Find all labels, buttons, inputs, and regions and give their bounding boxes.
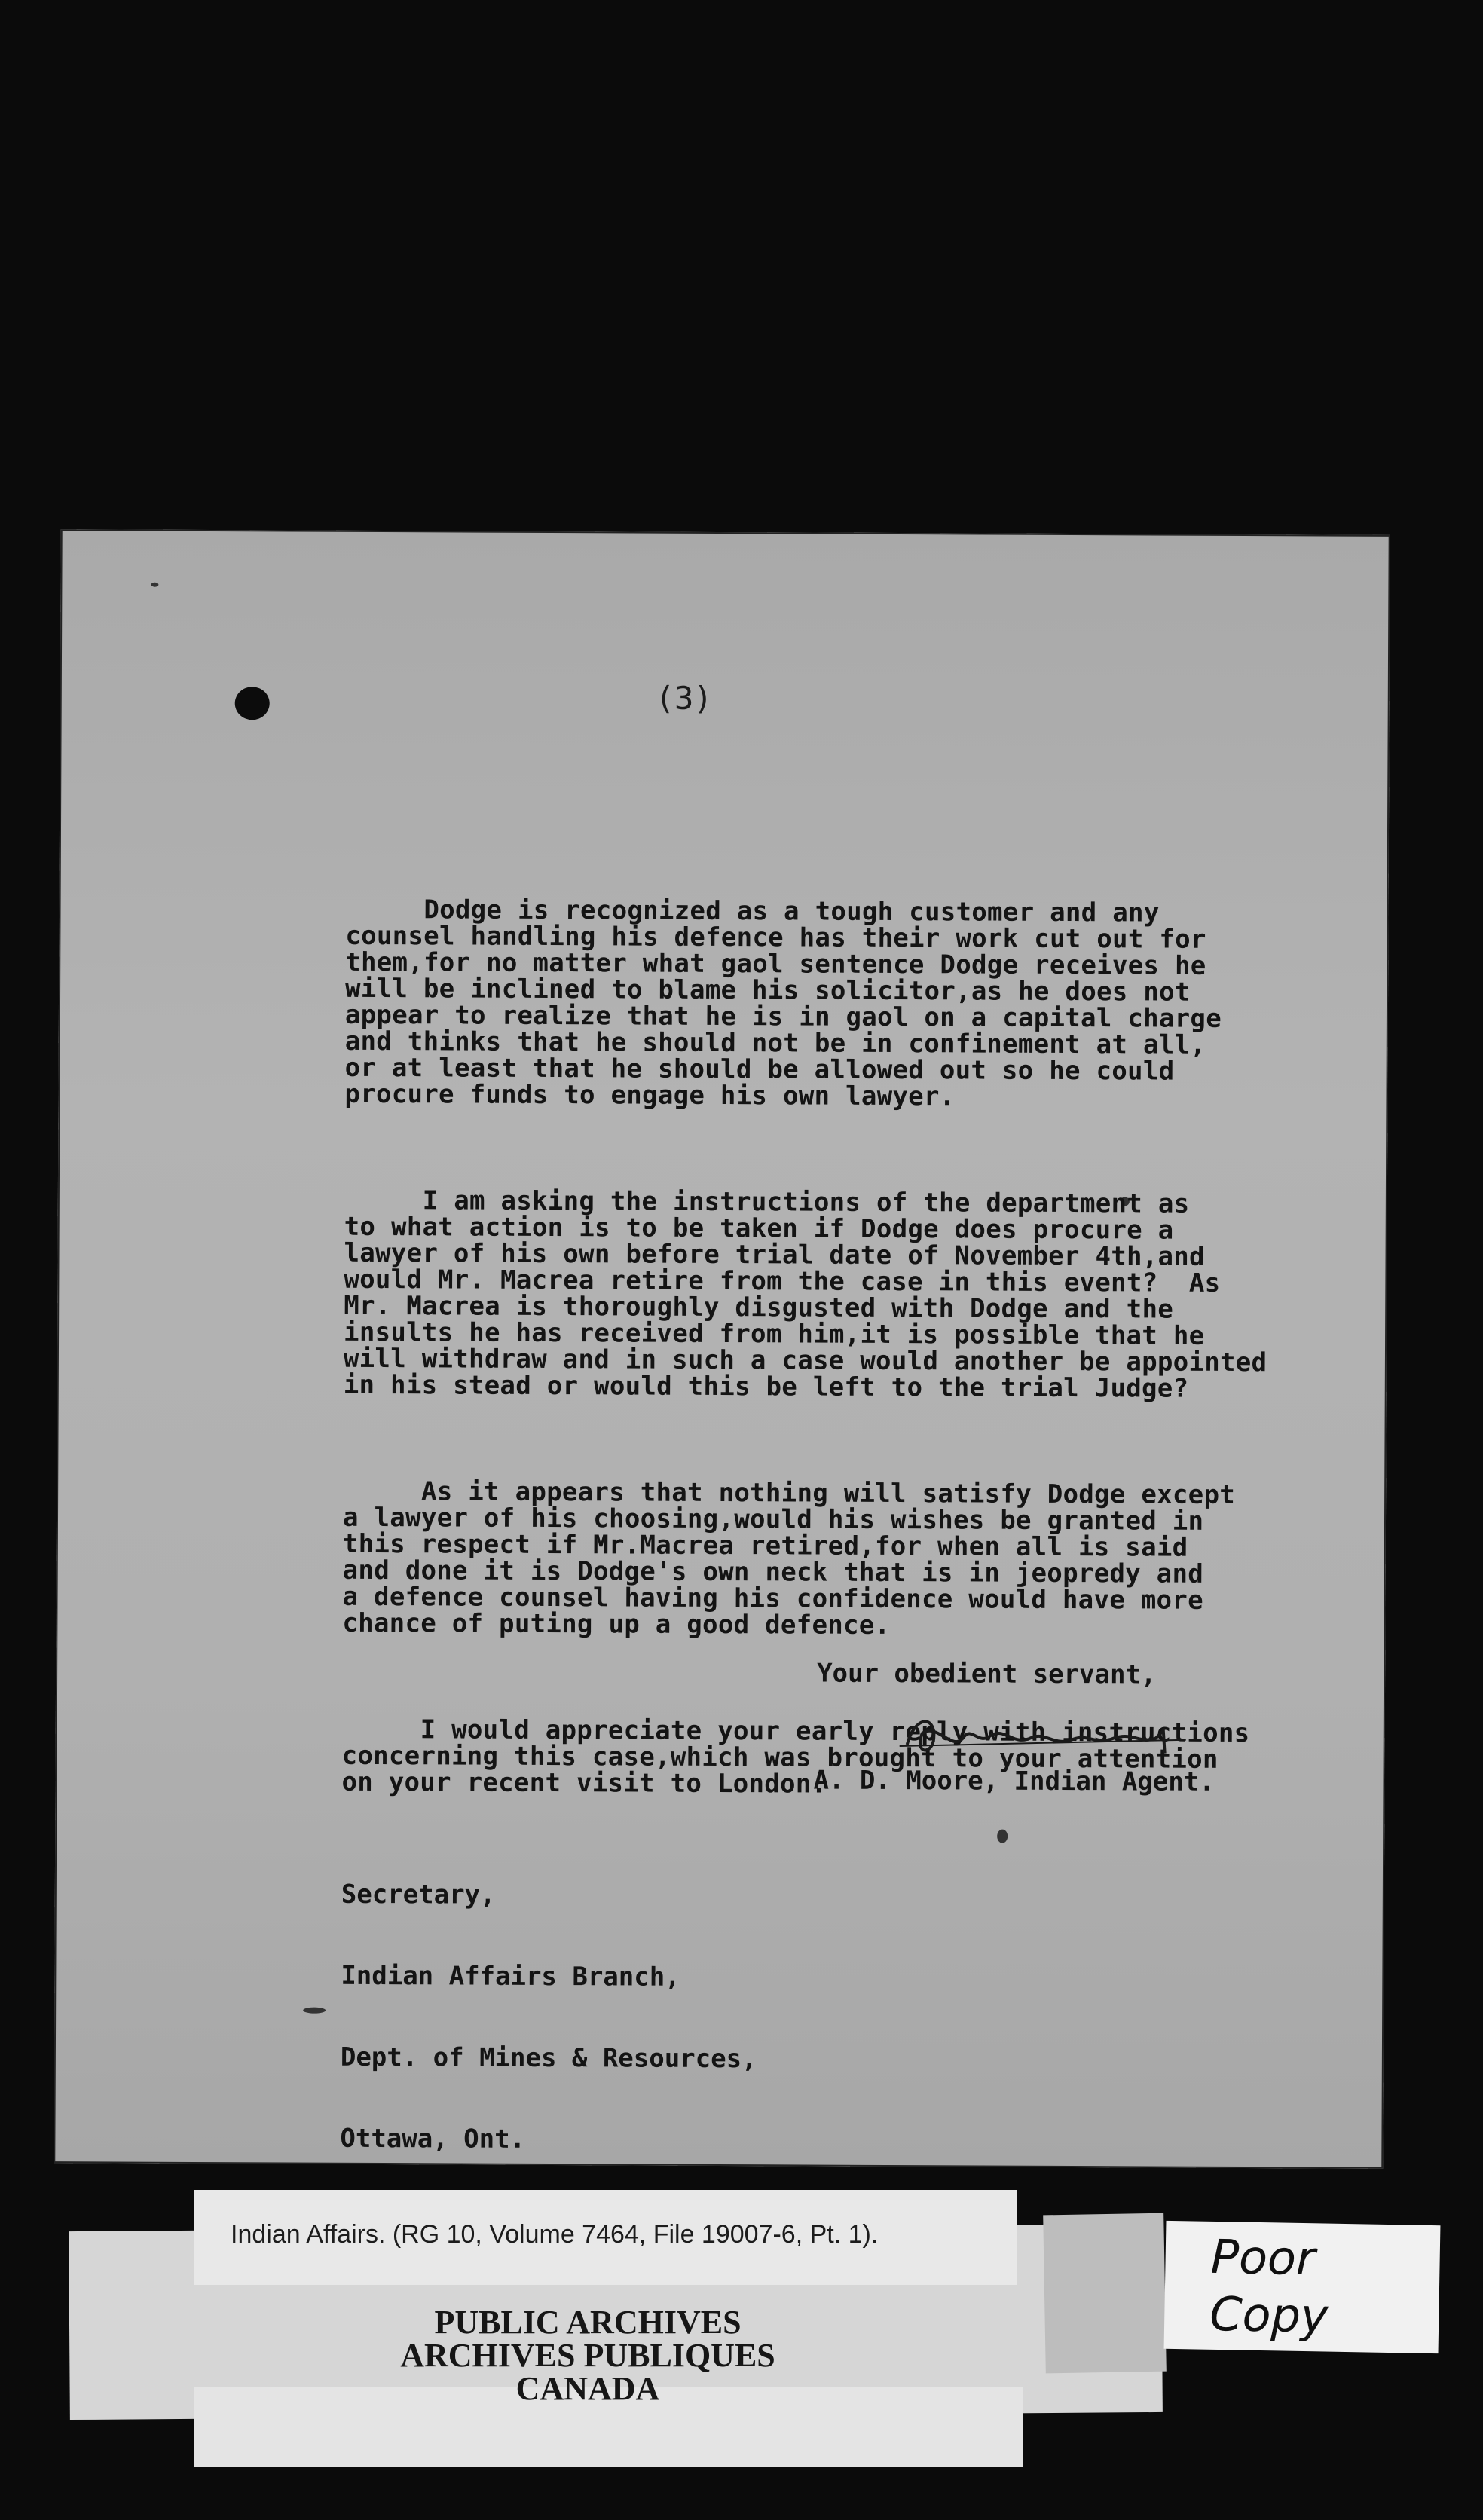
punch-hole <box>235 687 270 720</box>
archive-stamp <box>0 2306 1176 2405</box>
letter-page <box>54 529 1390 2169</box>
paragraph: I would appreciate your early reply with instructions concerning this case,which was brought to your attention on your recent visit to London. <box>341 1714 1250 1800</box>
archive-reference: Indian Affairs. (RG 10, Volume 7464, File 19007-6, Pt. 1). <box>231 2220 879 2249</box>
paragraph: I am asking the instructions of the department as to what action is to be taken if Dodge does procure a lawyer of his own before trial date of November 4th,and would Mr. Macrea retire from the case in this event? As Mr. Macrea is thoroughly disgusted with Dodge and the insults he has received from him,it is possible that he will withdraw and in such a case would another be appointed in his stead or would this be left to the trial Judge? <box>343 1185 1267 1404</box>
address-line: Dept. of Mines & Resources, <box>340 2041 757 2075</box>
signer-name: A. D. Moore, Indian Agent. <box>813 1765 1215 1797</box>
address-line: Indian Affairs Branch, <box>341 1960 680 1992</box>
paragraph: Dodge is recognized as a tough customer and any counsel handling his defence has their work cut out for them,for no matter what gaol sentence Dodge receives he will be inclined to blame his solicitor,as he does not appear to realize that he is in gaol on a capital charge and thinks that he should not be in confinement at all, or at least that he should be allowed out so he could procure funds to engage his own lawyer. <box>344 894 1222 1112</box>
note-line: Copy <box>1209 2286 1329 2344</box>
speck <box>151 583 158 587</box>
stamp-line: CANADA <box>515 2370 660 2407</box>
stamp-line: PUBLIC ARCHIVES <box>434 2304 742 2341</box>
recipient-address <box>340 1827 758 2208</box>
page-number: (3) <box>655 679 713 717</box>
note-line: Poor <box>1210 2228 1316 2286</box>
closing: Your obedient servant, <box>817 1658 1157 1690</box>
address-line: Secretary, <box>341 1879 496 1910</box>
stamp-line: ARCHIVES PUBLIQUES <box>400 2337 775 2374</box>
poor-copy-note <box>1164 2221 1441 2353</box>
archive-reference-label <box>194 2190 1017 2285</box>
address-line: Ottawa, Ont. <box>340 2123 526 2155</box>
handwritten-signature <box>892 1699 1239 1769</box>
speck <box>303 2008 326 2014</box>
paragraph: As it appears that nothing will satisfy Dodge except a lawyer of his choosing,would his wishes be granted in this respect if Mr.Macrea retired,for when all is said and done it is Dodge's own neck that is in jeopredy and a defence counsel having his confidence would have more chance of puting up a good defence. <box>342 1476 1236 1641</box>
